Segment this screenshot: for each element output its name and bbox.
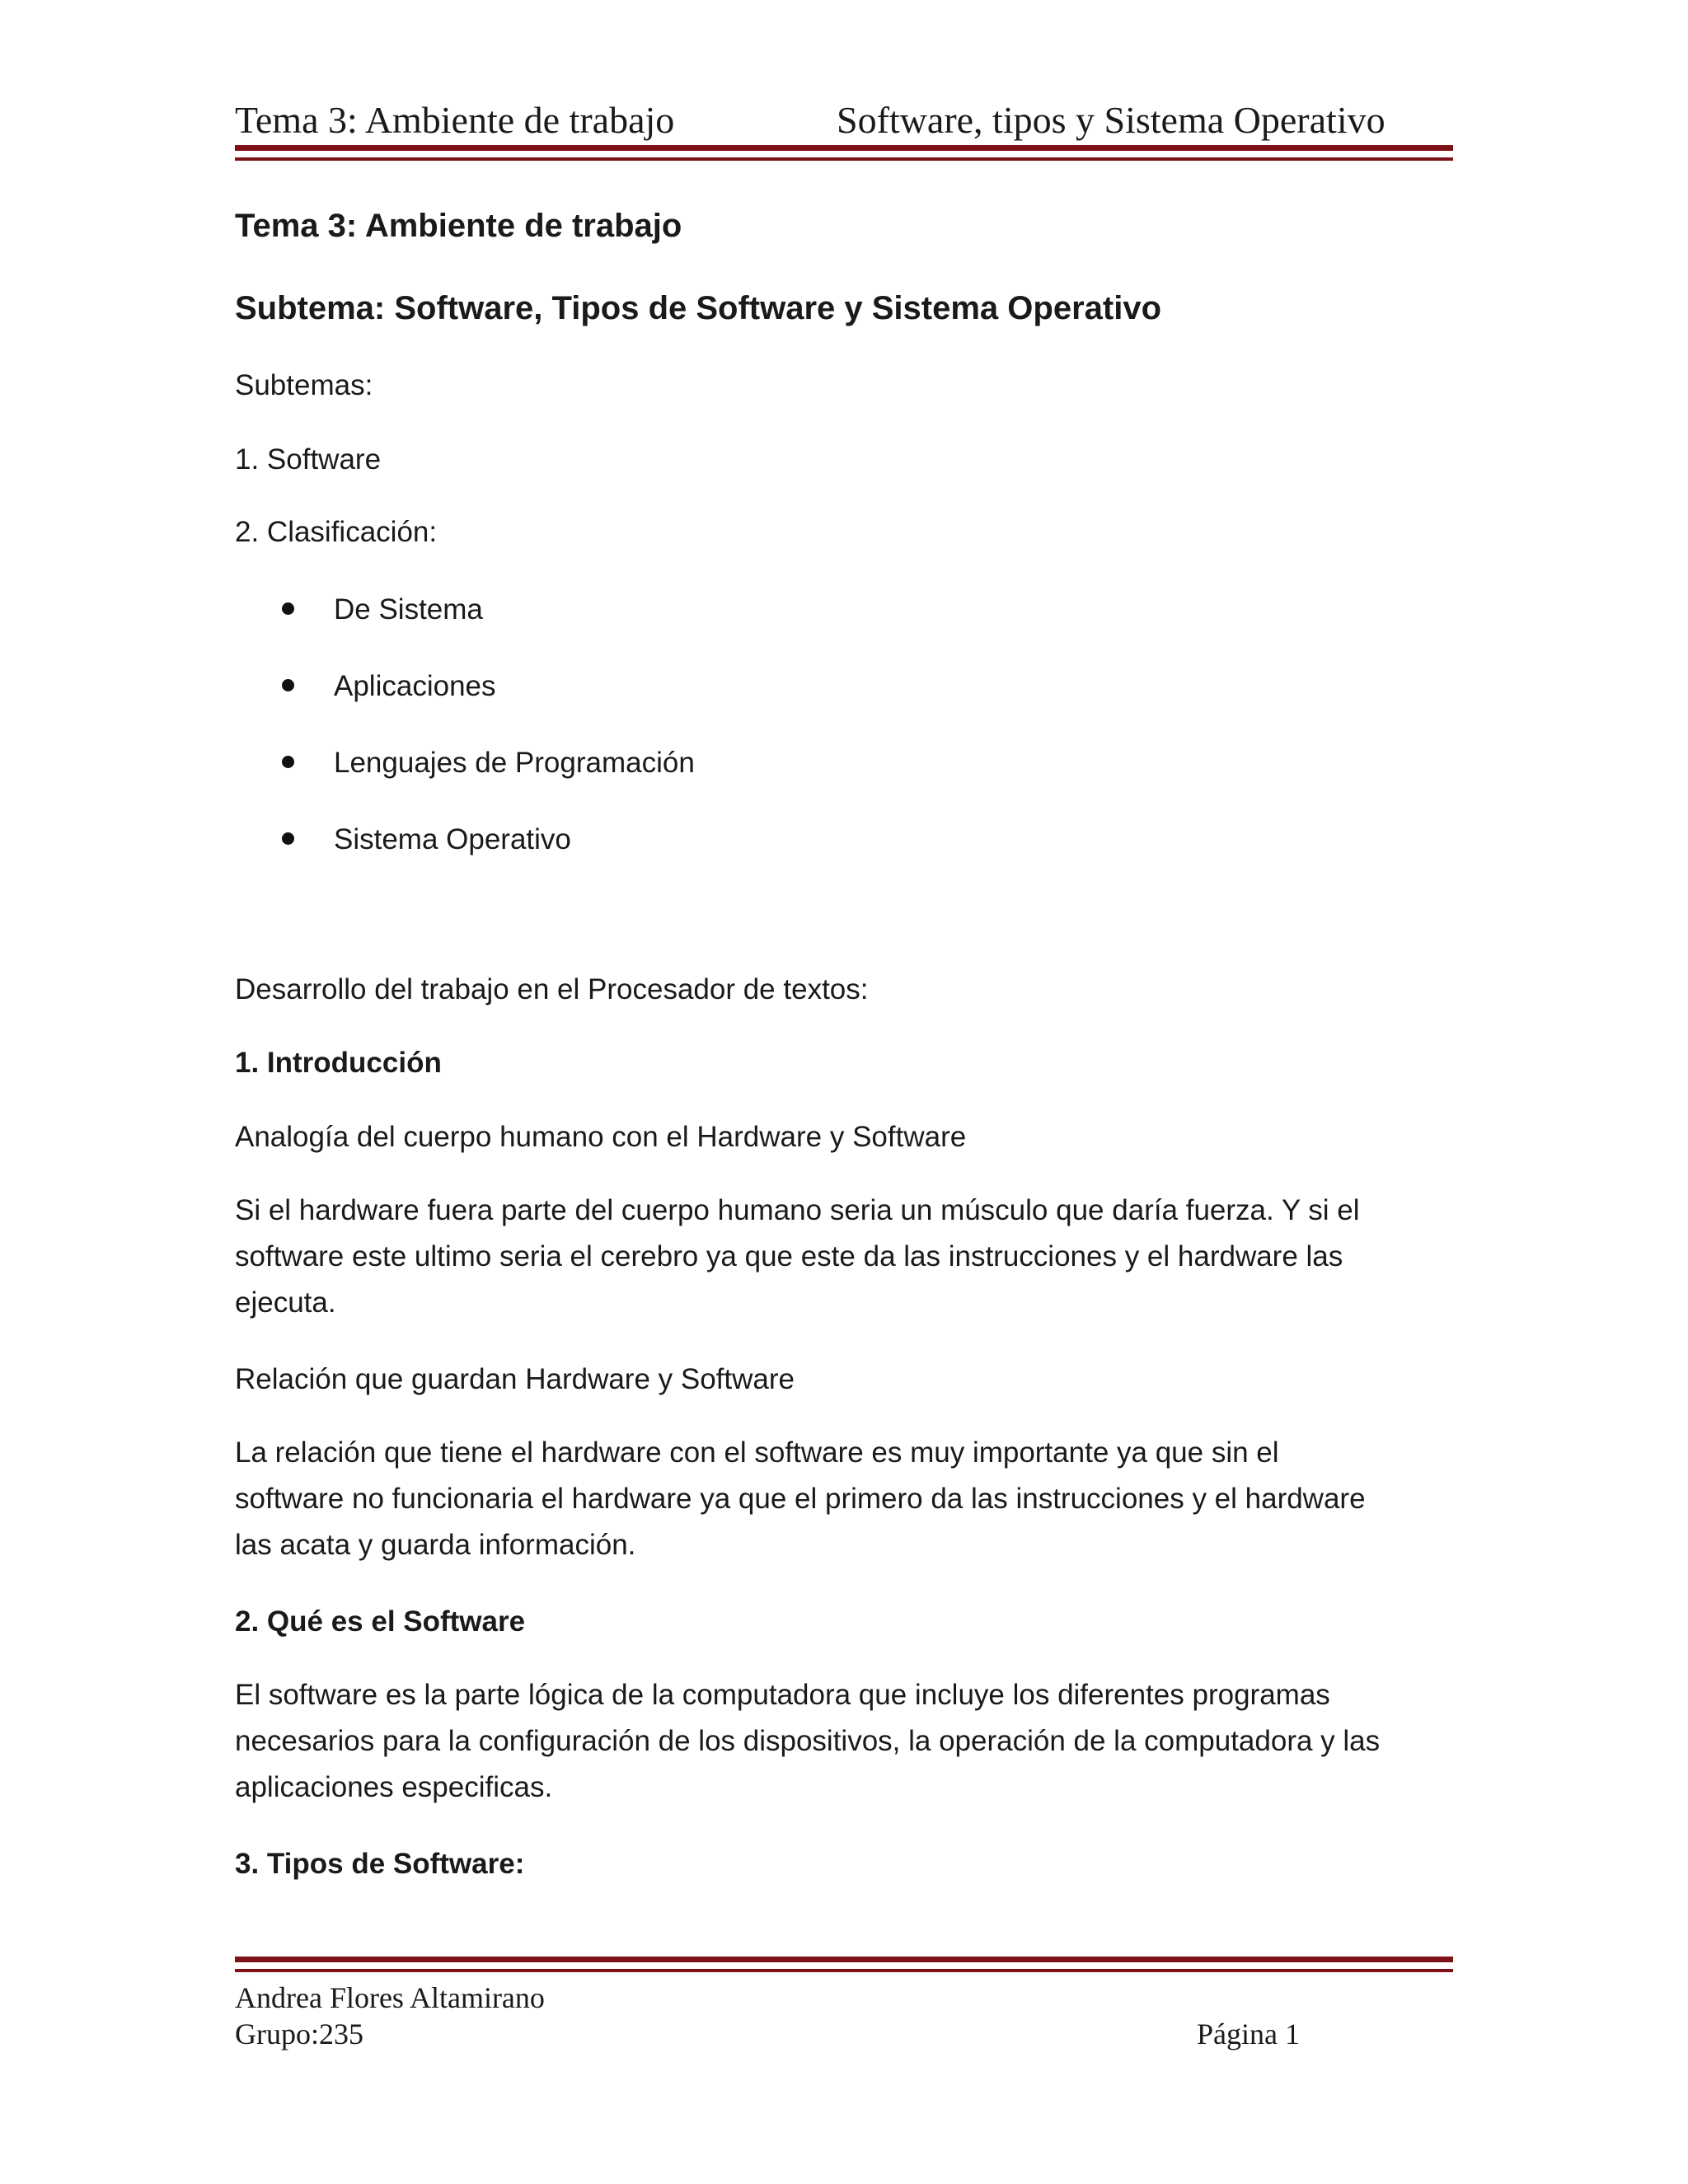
bullet-icon (282, 602, 294, 615)
desarrollo-line: Desarrollo del trabajo en el Procesador de textos: (235, 973, 869, 1005)
paragraph-line: Si el hardware fuera parte del cuerpo humano seria un músculo que daría fuerza. Y si el (235, 1194, 1360, 1226)
analogia-paragraph (235, 1188, 1453, 1326)
section-heading-introduccion: 1. Introducción (235, 1047, 442, 1079)
bullet-item (282, 817, 571, 863)
list-item-software: 1. Software (235, 443, 382, 476)
bullet-text: De Sistema (334, 593, 483, 626)
paragraph-line: aplicaciones especificas. (235, 1771, 553, 1803)
subtemas-label: Subtemas: (235, 369, 373, 401)
section-heading-que-es-software: 2. Qué es el Software (235, 1605, 526, 1638)
bullet-icon (282, 679, 294, 691)
bullet-item (282, 740, 695, 786)
paragraph-line: necesarios para la configuración de los dispositivos, la operación de la computadora y las (235, 1725, 1381, 1757)
bullet-text: Lenguajes de Programación (334, 747, 695, 779)
header-left-title: Tema 3: Ambiente de trabajo (235, 99, 675, 141)
footer-author: Andrea Flores Altamirano (235, 1981, 545, 2014)
bullet-text: Sistema Operativo (334, 823, 571, 855)
header-rule-thin (235, 157, 1453, 161)
analogia-label: Analogía del cuerpo humano con el Hardware y Software (235, 1121, 967, 1153)
paragraph-line: El software es la parte lógica de la computadora que incluye los diferentes programas (235, 1679, 1330, 1711)
relacion-label: Relación que guardan Hardware y Software (235, 1363, 795, 1395)
paragraph-line: La relación que tiene el hardware con el software es muy importante ya que sin el (235, 1436, 1279, 1469)
bullet-icon (282, 756, 294, 768)
relacion-paragraph (235, 1430, 1453, 1568)
bullet-icon (282, 832, 294, 845)
paragraph-line: ejecuta. (235, 1286, 336, 1319)
footer-page-number: Página 1 (1197, 2018, 1300, 2050)
paragraph-line: software no funcionaria el hardware ya que el primero da las instrucciones y el hardware (235, 1483, 1366, 1515)
software-paragraph (235, 1672, 1453, 1811)
header-rule-thick (235, 145, 1453, 151)
bullet-item (282, 663, 496, 710)
footer-rule-thin (235, 1969, 1453, 1972)
footer-group: Grupo:235 (235, 2018, 363, 2050)
page-title: Tema 3: Ambiente de trabajo (235, 208, 682, 244)
footer-rule-thick (235, 1957, 1453, 1962)
paragraph-line: las acata y guarda información. (235, 1529, 636, 1561)
paragraph-line: software este ultimo seria el cerebro ya que este da las instrucciones y el hardware las (235, 1240, 1343, 1272)
section-heading-tipos-software: 3. Tipos de Software: (235, 1848, 525, 1880)
bullet-text: Aplicaciones (334, 670, 496, 702)
list-item-clasificacion: 2. Clasificación: (235, 516, 438, 548)
page-subtitle: Subtema: Software, Tipos de Software y Sistema Operativo (235, 290, 1162, 326)
bullet-item (282, 587, 483, 633)
header-right-title: Software, tipos y Sistema Operativo (837, 99, 1386, 141)
